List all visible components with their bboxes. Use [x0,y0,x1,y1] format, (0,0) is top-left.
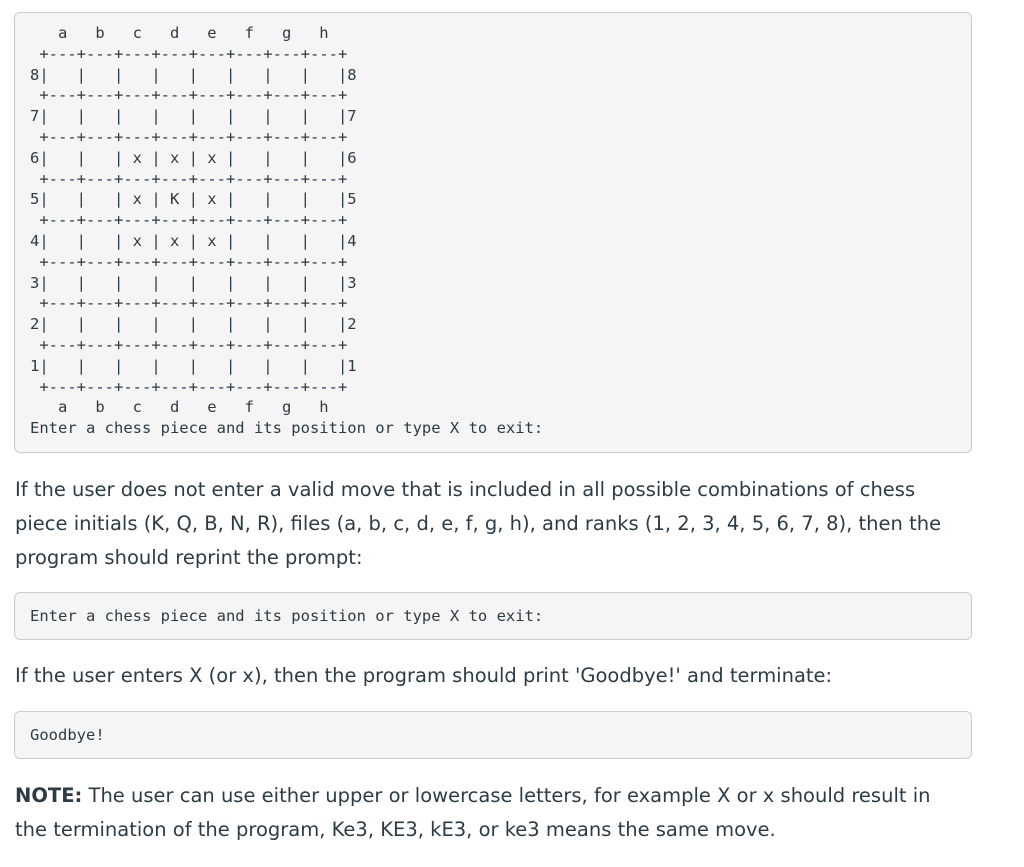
note-text: The user can use either upper or lowercase letters, for example X or x should result in the termination of the program, Ke3, KE3, kE3, or ke3 means the same move. [15,784,931,841]
board-rank-6: 6| | | x | x | x | | | |6 [30,148,357,167]
board-file-labels-bottom: a b c d e f g h [30,398,329,417]
board-border-line: +---+---+---+---+---+---+---+---+ [30,335,348,354]
board-output [30,23,971,439]
prompt-output: Enter a chess piece and its position or type X to exit: [30,607,544,625]
board-file-labels-top: a b c d e f g h [30,24,329,42]
board-border-line: +---+---+---+---+---+---+---+---+ [30,211,348,230]
note-label: NOTE: [15,784,83,807]
board-rank-1: 1| | | | | | | | |1 [30,356,357,375]
invalid-move-paragraph: If the user does not enter a valid move that is included in all possible combinations of chess piece initials (K, Q, B, N, R), files (a, b, c, d, e, f, g, h), and ranks (1, 2, 3, 4, 5, 6, 7, 8), then the program should reprint the prompt: [15,478,942,569]
goodbye-output: Goodbye! [30,726,105,744]
board-rank-3: 3| | | | | | | | |3 [30,273,357,292]
board-border-line: +---+---+---+---+---+---+---+---+ [30,44,348,63]
board-rank-5: 5| | | x | K | x | | | |5 [30,190,357,209]
board-border-line: +---+---+---+---+---+---+---+---+ [30,294,348,313]
board-border-line: +---+---+---+---+---+---+---+---+ [30,252,348,271]
board-rank-2: 2| | | | | | | | |2 [30,315,357,334]
board-border-line: +---+---+---+---+---+---+---+---+ [30,169,348,188]
board-border-line: +---+---+---+---+---+---+---+---+ [30,377,348,396]
board-rank-7: 7| | | | | | | | |7 [30,107,357,126]
board-border-line: +---+---+---+---+---+---+---+---+ [30,86,348,105]
board-code-block [14,12,972,453]
prompt-code-block [14,592,972,640]
board-rank-8: 8| | | | | | | | |8 [30,65,357,84]
note-paragraph [15,779,965,847]
board-rank-4: 4| | | x | x | x | | | |4 [30,231,357,250]
board-prompt-line: Enter a chess piece and its position or type X to exit: [30,419,544,438]
goodbye-code-block [14,711,972,759]
board-border-line: +---+---+---+---+---+---+---+---+ [30,127,348,146]
exit-paragraph: If the user enters X (or x), then the program should print 'Goodbye!' and terminate: [15,664,833,687]
